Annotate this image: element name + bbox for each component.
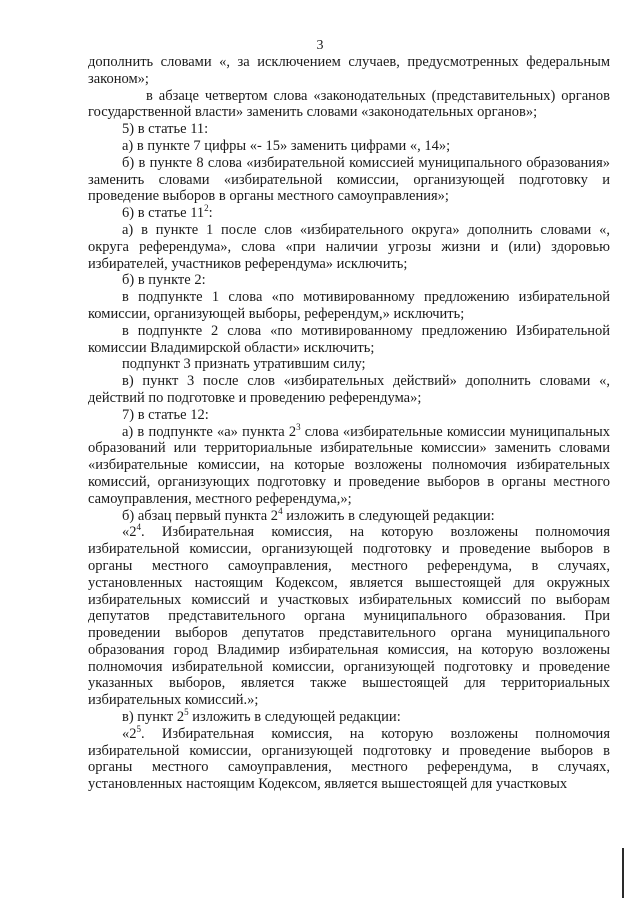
paragraph — [88, 155, 610, 205]
paragraph-text: «2 — [122, 725, 137, 742]
paragraph-text: в абзаце четвертом слова «законодательных (представительных) органов государственной власти» заменить словами «законодательных органов»; — [88, 87, 610, 121]
paragraph-text: «2 — [122, 524, 137, 541]
paragraph — [88, 88, 610, 122]
superscript: 4 — [136, 522, 141, 533]
paragraph-text-continued: слова «избирательные комиссии муниципальных образований или территориальные избирательные комиссии» заменить словами «избирательные комиссии, на которые возложены полномочия избирательных комиссий, организующих подготовку и проведение выборов в органы местного самоуправления, местного референдума,»; — [88, 423, 610, 507]
paragraph-text-continued: . Избирательная комиссия, на которую возложены полномочия избирательной комиссии, организующей подготовку и проведение выборов в органы местного самоуправления, местного референдума, в случаях, установленных настоящим Кодексом, является вышестоящей для окружных избирательных комиссий и участковых избирательных комиссий по выборам депутатов представительного органа муниципального образования. При проведении выборов депутатов представительного органа муниципального образования город Владимир избирательная комиссия, на которую возложены полномочия избирательной комиссии, организующей подготовку и проведение указанных выборов, является также вышестоящей для территориальных избирательных комиссий.»; — [88, 524, 610, 709]
document-body — [88, 54, 610, 793]
paragraph — [88, 138, 610, 155]
paragraph — [88, 323, 610, 357]
paragraph — [88, 723, 610, 793]
paragraph — [88, 524, 610, 709]
paragraph — [88, 222, 610, 272]
paragraph — [88, 356, 610, 373]
paragraph-text: подпункт 3 признать утратившим силу; — [122, 356, 366, 373]
paragraph — [88, 407, 610, 424]
paragraph-text: дополнить словами «, за исключением случаев, предусмотренных федеральным законом»; — [88, 54, 610, 87]
paragraph-text: б) абзац первый пункта 2 — [122, 507, 279, 524]
superscript: 4 — [278, 505, 283, 516]
paragraph-text: в подпункте 2 слова «по мотивированному предложению Избирательной комиссии Владимирской области» исключить; — [88, 322, 610, 356]
paragraph — [88, 709, 610, 726]
superscript: 5 — [136, 723, 141, 734]
paragraph-text: в подпункте 1 слова «по мотивированному предложению избирательной комиссии, организующей выборы, референдум,» исключить; — [88, 289, 610, 322]
paragraph-text: б) в пункте 2: — [122, 272, 206, 289]
paragraph-text-continued: изложить в следующей редакции: — [188, 709, 401, 726]
paragraph-text: б) в пункте 8 слова «избирательной комиссией муниципального образования» заменить словами «избирательной комиссии, организующей подготовку и проведение выборов в органы местного самоуправления»; — [88, 154, 610, 205]
paragraph-text: 5) в статье 11: — [122, 121, 209, 138]
paragraph-text: а) в пункте 1 после слов «избирательного округа» дополнить словами «, округа референдума», слова «при наличии угрозы жизни и (или) здоровью избирателей, участников референдума» исключить; — [88, 221, 610, 272]
paragraph — [88, 289, 610, 323]
paragraph-text: 7) в статье 12: — [122, 406, 209, 423]
superscript: 3 — [296, 421, 301, 432]
paragraph — [88, 54, 610, 88]
paragraph — [88, 205, 610, 222]
paragraph-text-continued: изложить в следующей редакции: — [282, 507, 495, 524]
paragraph-text: а) в пункте 7 цифры «- 15» заменить цифрами «, 14»; — [122, 137, 451, 154]
paragraph-text: в) пункт 2 — [122, 709, 185, 726]
paragraph — [88, 505, 610, 525]
paragraph — [88, 373, 610, 407]
paragraph-text: в) пункт 3 после слов «избирательных действий» дополнить словами «, действий по подготовке и проведению референдума»; — [88, 373, 610, 406]
paragraph — [88, 272, 610, 289]
paragraph — [88, 121, 610, 138]
paragraph-text: а) в подпункте «а» пункта 2 — [122, 423, 297, 440]
paragraph — [88, 421, 610, 508]
paragraph-text-continued: . Избирательная комиссия, на которую возложены полномочия избирательной комиссии, организующей подготовку и проведение выборов в органы местного самоуправления, местного референдума, в случаях, установленных настоящим Кодексом, является вышестоящей для участковых — [88, 725, 610, 793]
superscript: 5 — [184, 707, 189, 718]
superscript: 2 — [204, 203, 209, 214]
paragraph-text: 6) в статье 11 — [122, 205, 205, 222]
scan-edge-mark — [622, 848, 624, 898]
paragraph-text-continued: : — [208, 205, 213, 222]
page-number: 3 — [316, 38, 324, 53]
